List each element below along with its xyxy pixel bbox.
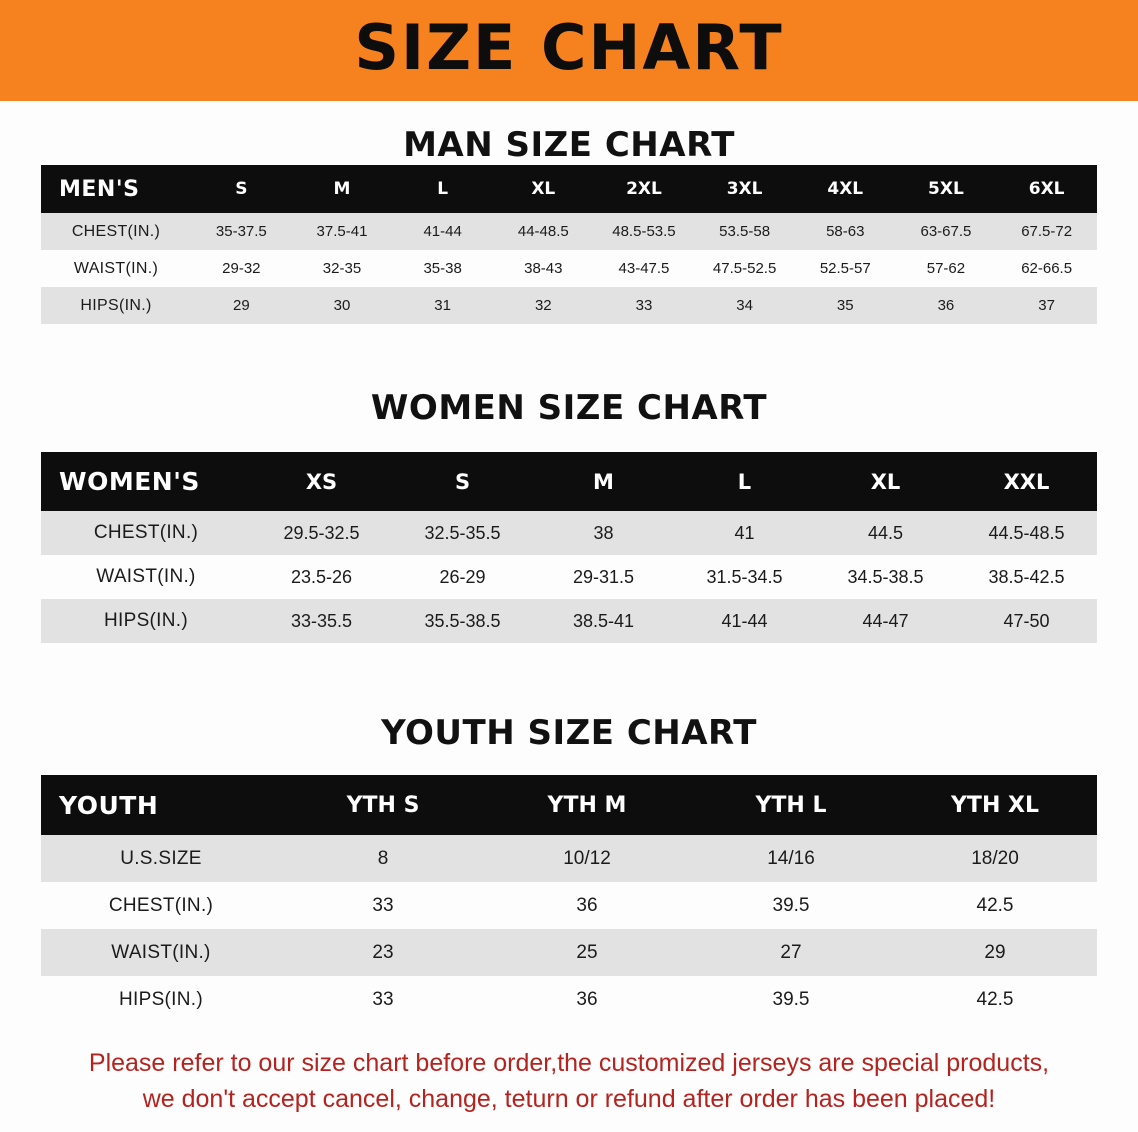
women-cell: 35.5-38.5: [392, 599, 533, 643]
table-header-row: [41, 165, 1097, 213]
youth-cell: 18/20: [893, 835, 1097, 882]
youth-row-label: HIPS(IN.): [41, 976, 281, 1023]
man-column-header: 2XL: [594, 165, 695, 213]
table-header-row: [41, 775, 1097, 835]
man-cell: 38-43: [493, 250, 594, 287]
man-table-wrap: [41, 165, 1097, 324]
man-column-header: M: [292, 165, 393, 213]
women-cell: 23.5-26: [251, 555, 392, 599]
youth-cell: 25: [485, 929, 689, 976]
women-column-header: M: [533, 452, 674, 511]
man-section-heading: MAN SIZE CHART: [403, 125, 735, 165]
youth-cell: 8: [281, 835, 485, 882]
youth-cell: 29: [893, 929, 1097, 976]
youth-table-head: [41, 775, 1097, 835]
youth-cell: 42.5: [893, 882, 1097, 929]
youth-cell: 14/16: [689, 835, 893, 882]
man-table-body: [41, 213, 1097, 324]
women-table-body: [41, 511, 1097, 643]
women-size-table: [41, 452, 1097, 643]
man-column-header: 3XL: [694, 165, 795, 213]
youth-cell: 39.5: [689, 976, 893, 1023]
youth-section-heading: YOUTH SIZE CHART: [381, 713, 757, 753]
women-cell: 44.5: [815, 511, 956, 555]
youth-column-header: YTH S: [281, 775, 485, 835]
man-cell: 29-32: [191, 250, 292, 287]
man-cell: 35-38: [392, 250, 493, 287]
women-corner-label: WOMEN'S: [41, 452, 251, 511]
youth-corner-label: YOUTH: [41, 775, 281, 835]
man-cell: 57-62: [896, 250, 997, 287]
man-cell: 37.5-41: [292, 213, 393, 250]
women-cell: 44-47: [815, 599, 956, 643]
youth-cell: 33: [281, 976, 485, 1023]
women-row-label: HIPS(IN.): [41, 599, 251, 643]
women-row-label: WAIST(IN.): [41, 555, 251, 599]
youth-cell: 42.5: [893, 976, 1097, 1023]
women-cell: 32.5-35.5: [392, 511, 533, 555]
women-column-header: XS: [251, 452, 392, 511]
page-banner: [0, 0, 1138, 101]
women-cell: 33-35.5: [251, 599, 392, 643]
women-cell: 38: [533, 511, 674, 555]
youth-row-label: U.S.SIZE: [41, 835, 281, 882]
youth-column-header: YTH XL: [893, 775, 1097, 835]
man-cell: 31: [392, 287, 493, 324]
man-cell: 58-63: [795, 213, 896, 250]
women-table-head: [41, 452, 1097, 511]
youth-size-table: [41, 775, 1097, 1023]
man-column-header: 5XL: [896, 165, 997, 213]
youth-cell: 36: [485, 976, 689, 1023]
man-cell: 30: [292, 287, 393, 324]
women-cell: 38.5-42.5: [956, 555, 1097, 599]
youth-table-wrap: [41, 775, 1097, 1023]
women-cell: 41: [674, 511, 815, 555]
man-cell: 52.5-57: [795, 250, 896, 287]
man-cell: 47.5-52.5: [694, 250, 795, 287]
man-cell: 62-66.5: [996, 250, 1097, 287]
youth-row-label: WAIST(IN.): [41, 929, 281, 976]
women-cell: 41-44: [674, 599, 815, 643]
table-row: [41, 213, 1097, 250]
women-cell: 44.5-48.5: [956, 511, 1097, 555]
women-cell: 34.5-38.5: [815, 555, 956, 599]
youth-row-label: CHEST(IN.): [41, 882, 281, 929]
note-line-1: Please refer to our size chart before order,the customized jerseys are special products,: [88, 1049, 1050, 1077]
table-row: [41, 929, 1097, 976]
women-column-header: XXL: [956, 452, 1097, 511]
man-corner-label: MEN'S: [41, 165, 191, 213]
order-policy-note: [40, 1045, 1098, 1118]
man-cell: 37: [996, 287, 1097, 324]
man-cell: 32-35: [292, 250, 393, 287]
women-table-wrap: [41, 452, 1097, 643]
youth-cell: 36: [485, 882, 689, 929]
man-size-table: [41, 165, 1097, 324]
women-cell: 31.5-34.5: [674, 555, 815, 599]
page-title: SIZE CHART: [354, 10, 784, 84]
man-column-header: 4XL: [795, 165, 896, 213]
man-cell: 36: [896, 287, 997, 324]
table-row: [41, 287, 1097, 324]
man-cell: 35: [795, 287, 896, 324]
table-row: [41, 511, 1097, 555]
women-column-header: XL: [815, 452, 956, 511]
table-row: [41, 599, 1097, 643]
table-row: [41, 555, 1097, 599]
women-column-header: L: [674, 452, 815, 511]
youth-cell: 33: [281, 882, 485, 929]
women-cell: 38.5-41: [533, 599, 674, 643]
table-row: [41, 835, 1097, 882]
women-cell: 29-31.5: [533, 555, 674, 599]
youth-table-body: [41, 835, 1097, 1023]
man-cell: 43-47.5: [594, 250, 695, 287]
man-column-header: 6XL: [996, 165, 1097, 213]
man-cell: 63-67.5: [896, 213, 997, 250]
women-cell: 47-50: [956, 599, 1097, 643]
note-line-2: we don't accept cancel, change, teturn or refund after order has been placed!: [142, 1085, 996, 1114]
women-row-label: CHEST(IN.): [41, 511, 251, 555]
man-table-head: [41, 165, 1097, 213]
man-cell: 32: [493, 287, 594, 324]
youth-cell: 10/12: [485, 835, 689, 882]
man-row-label: HIPS(IN.): [41, 287, 191, 324]
man-column-header: XL: [493, 165, 594, 213]
man-cell: 44-48.5: [493, 213, 594, 250]
women-cell: 29.5-32.5: [251, 511, 392, 555]
table-row: [41, 882, 1097, 929]
man-cell: 48.5-53.5: [594, 213, 695, 250]
youth-cell: 23: [281, 929, 485, 976]
man-cell: 34: [694, 287, 795, 324]
man-cell: 41-44: [392, 213, 493, 250]
women-column-header: S: [392, 452, 533, 511]
man-column-header: S: [191, 165, 292, 213]
man-cell: 53.5-58: [694, 213, 795, 250]
youth-cell: 27: [689, 929, 893, 976]
youth-column-header: YTH M: [485, 775, 689, 835]
man-cell: 35-37.5: [191, 213, 292, 250]
man-cell: 67.5-72: [996, 213, 1097, 250]
youth-column-header: YTH L: [689, 775, 893, 835]
table-row: [41, 250, 1097, 287]
women-section-heading: WOMEN SIZE CHART: [370, 388, 768, 428]
youth-cell: 39.5: [689, 882, 893, 929]
table-row: [41, 976, 1097, 1023]
table-header-row: [41, 452, 1097, 511]
man-column-header: L: [392, 165, 493, 213]
women-cell: 26-29: [392, 555, 533, 599]
man-cell: 33: [594, 287, 695, 324]
man-cell: 29: [191, 287, 292, 324]
man-row-label: WAIST(IN.): [41, 250, 191, 287]
man-row-label: CHEST(IN.): [41, 213, 191, 250]
